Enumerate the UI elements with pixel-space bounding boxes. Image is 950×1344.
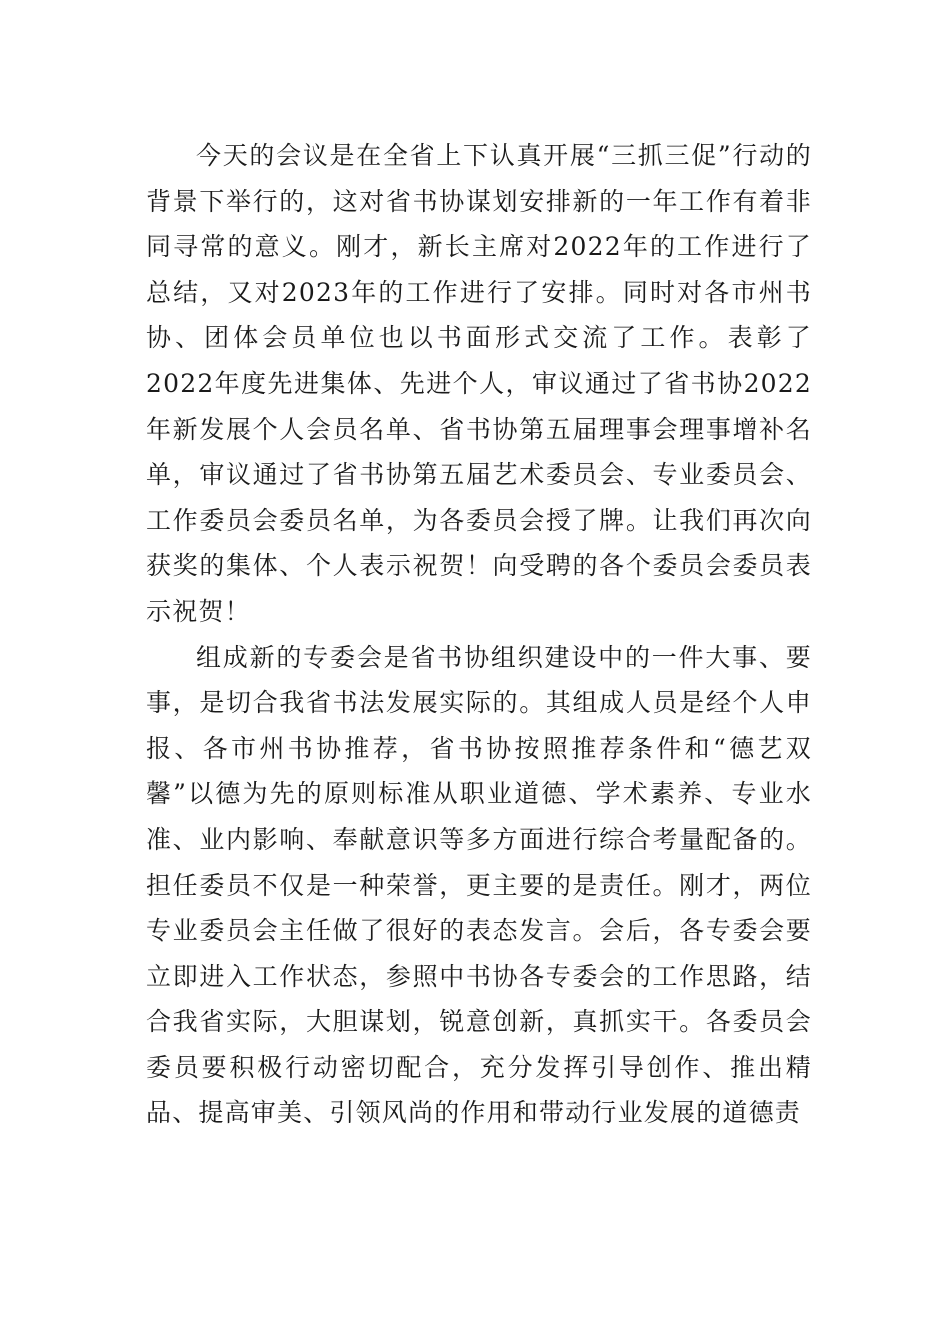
document-body — [146, 133, 812, 1136]
paragraph-1: 今天的会议是在全省上下认真开展“三抓三促”行动的背景下举行的，这对省书协谋划安排新的一年工作有着非同寻常的意义。刚才，新长主席对2022年的工作进行了总结，又对2023年的工作进行了安排。同时对各市州书协、团体会员单位也以书面形式交流了工作。表彰了2022年度先进集体、先进个人，审议通过了省书协2022年新发展个人会员名单、省书协第五届理事会理事增补名单，审议通过了省书协第五届艺术委员会、专业委员会、工作委员会委员名单，为各委员会授了牌。让我们再次向获奖的集体、个人表示祝贺！向受聘的各个委员会委员表示祝贺！ — [146, 141, 812, 626]
paragraph-2: 组成新的专委会是省书协组织建设中的一件大事、要事，是切合我省书法发展实际的。其组成人员是经个人申报、各市州书协推荐，省书协按照推荐条件和“德艺双馨”以德为先的原则标准从职业道德、学术素养、专业水准、业内影响、奉献意识等多方面进行综合考量配备的。担任委员不仅是一种荣誉，更主要的是责任。刚才，两位专业委员会主任做了很好的表态发言。会后，各专委会要立即进入工作状态，参照中书协各专委会的工作思路，结合我省实际，大胆谋划，锐意创新，真抓实干。各委员会委员要积极行动密切配合，充分发挥引导创作、推出精品、提高审美、引领风尚的作用和带动行业发展的道德责 — [146, 642, 812, 1128]
